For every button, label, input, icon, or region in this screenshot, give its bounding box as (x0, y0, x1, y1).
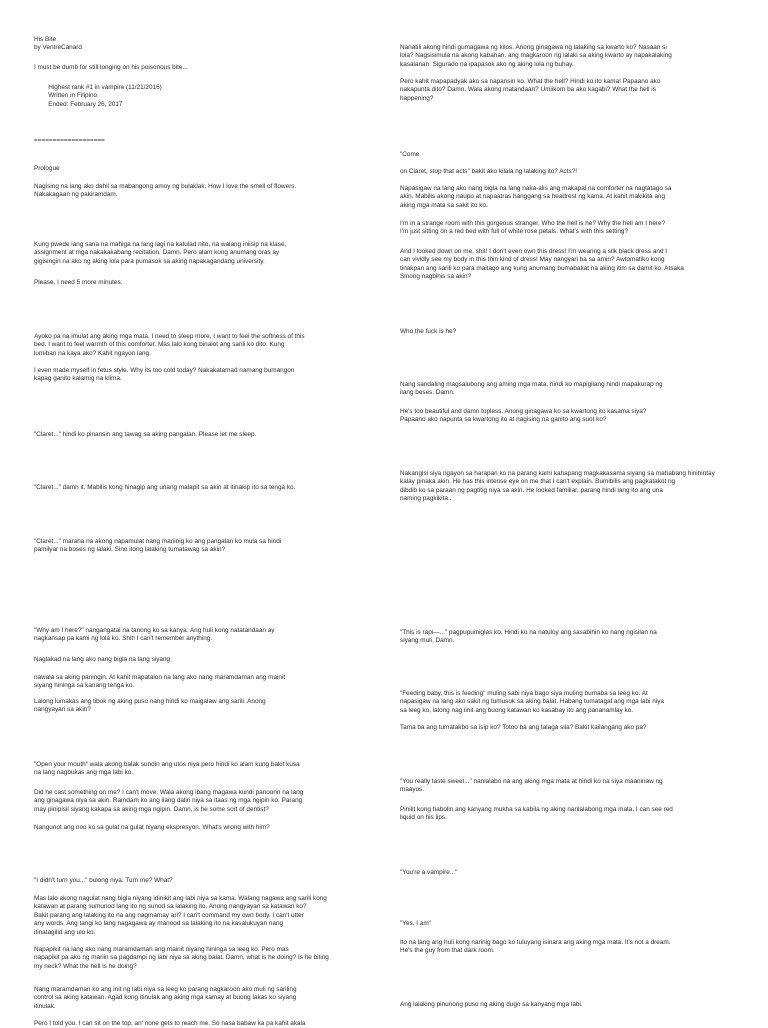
paragraph: "Feeding baby, this is feeding" muling sabi niya bago siya muling bumaba sa leeg ko. At napasigaw na lang ako sakit ng tumusok sa aking balat. Habang tumatagal ang mga labi niya sa leeg ko, lalong nag iinit ang buong katawan ko kasabay ito ang pananamlay ko. (400, 690, 664, 714)
paragraph: Nang maramdaman ko ang init ng labi niya sa leeg ko parang nagkaroon ako muli ng sariling control sa aking katawan. Agad kong itinulak ang aking mga kamay at buong lakas ko siyang itinulak. (34, 986, 297, 1010)
story-tagline: I must be dumb for still longing on his poisonous bite... (34, 64, 188, 71)
paragraph: "I didn't turn you..." bulong niya. Turn me? What? (34, 877, 173, 884)
paragraph: Ito na lang ang huli kong narinig bago ko tuluyang isinara ang aking mga mata. It's not a dream. He's the guy from that dark room. (400, 939, 671, 955)
paragraph: Ang lalaking pinunong puso ng aking dugo sa kanyang mga labi. (400, 1001, 583, 1008)
paragraph: Ayoko pa na imulat ang aking mga mata. I need to sleep more, I want to feel the softness of this bed. I want to feel warmth of this comforter. Mas lalo kong binalot ang sarili ko dito. Kung lumiban na kaya ako? Kahit ngayon lang. (34, 333, 305, 357)
story-meta: Highest rank #1 in vampire (11/21/2016) Written in Filipino Ended: February 26, 2017 (48, 84, 162, 108)
paragraph: Mas lalo akong nagulat nang bigla niyang idinikit ang labi niya sa kama. Walang nagawa ang sarili kong katawan at parang sumunod lang ito ng sunod sa lalaking ito. Anong nangyayari sa katawan ko? Bakit parang ang lalaking ito na ang nagmamay ari? I can't command my own body. I can't utter any words. Ang tangi ko lang nagagawa ay manood sa lalaking ito na kasalukuyan nang itinatagilid ang ulo ko. (34, 895, 327, 936)
paragraph: I'm in a strange room with this gorgeous stranger. Who the hell is he? Why the hell am I here? I'm just sitting on a red bed with full of white rose petals. What's with this setting? (400, 220, 666, 236)
paragraph: Nakangisi siya ngayon sa harapan ko na parang kami kahapang magkakasama siyang sa mahabang hinihintay kalay pinaka akin. He has this intense eye on me that I can't explain. Bumibilis ang pagkatakot ng dibdib ko sa paraan ng pagtitig niya sa akin. He looked familiar, parang hindi lang ito ang una naming pagkikita.. (400, 470, 715, 503)
paragraph: "Yes, I am" (400, 920, 431, 927)
paragraph: And I looked down on me, shit! I don't even own this dress! I'm wearing a silk black dress and I can vividly see my body in this thin kind of dress! May nangyari ba sa amin? Awtomatiko kong tinakpan ang sarili ko para maitago ang kung anumang bumabakat na aking itim sa damit ko. Atsaka Sinong nagbihis sa akin? (400, 248, 684, 281)
paragraph: nawala sa aking paningin. At kahit mapatalon na lang ako nang maramdaman ang mainit siyang hininga sa kanang tenga ko. (34, 674, 286, 690)
paragraph: "Come (400, 151, 420, 158)
paragraph: Tama ba ang tumatakbo sa isip ko? Totoo ba ang talaga sila? Bakit kailangang ako pa? (400, 724, 647, 731)
paragraph: Pero I told you. I can sit on the top, an' none gets to reach me. So nasa babaw ka pa kahit akala (34, 1020, 306, 1027)
paragraph: Who the fuck is he? (400, 328, 457, 335)
paragraph: "Open your mouth" wala akong balak sundin ang utos niya pero hindi ko alam kung bakit kusa na lang nagbukas ang mga labi ko. (34, 761, 300, 777)
paragraph: Lalong lumakas ang tibok ng aking puso nang hindi ko maigalaw ang sarili. Anong nangyayari sa akin? (34, 698, 266, 714)
paragraph: I even made myself in fetus style. Why its too cold today? Nakakatamad namang bumangon kapag ganito kalamig na klima. (34, 367, 295, 383)
paragraph: Please, I need 5 more minutes. (34, 279, 123, 286)
paragraph: Nanatili akong hindi gumagawa ng kilos. Anong ginagawa ng lalaking sa kwarto ko? Nasaan si lola? Nagsisimula na akong kabahan, ang magkaroon ng lalaki sa aking kwarto ay napakalaking kasalanan. Sigurado na ipapasok ako ng aking lola ng buhay. (400, 44, 672, 68)
paragraph: "You really taste sweet..." nanlalabo na ang aking mga mata at hindi ko na siya maaninaw ng maayos. (400, 778, 663, 794)
story-title-author: His Bite by VentreCanard (34, 36, 82, 52)
prologue-heading: Prologue (34, 165, 60, 172)
paragraph: "Claret..." hindi ko pinansin ang tawag sa aking pangalan. Please let me sleep. (34, 431, 257, 438)
paragraph: Naglakad na lang ako nang bigla na lang siyang (34, 656, 171, 663)
paragraph: Napasigaw na lang ako nang bigla na lang naka-alis ang makapal na comforter na nagtatago sa akin. Mabilis akong naupo at napaatras hanggang sa headrest ng kama. At kahit makikita ang aking mga mata sa sakit ito ko. (400, 185, 672, 209)
paragraph: Pinilit kong habolin ang kanyang mukha sa kabila ng aking nanlalabong mga mata. I can see red liquid on his lips. (400, 806, 673, 822)
paragraph: Kung pwede lang sana na mahiga na lang lagi na katulad nito, na walang iniisip na klase, assignment at mga nakakakabang recitation. Damn. Pero alam kong anumang oras ay gigisingin na ako ng aking lola para pumasok sa aking napakagandang university. (34, 241, 287, 265)
paragraph: He's too beautiful and damn topless. Anong ginagawa ko sa kwartong ito kasama siya? Papaano ako napunta sa kwartong ito at nagising na ganito ang suot ko? (400, 408, 647, 424)
paragraph: "Why am I here?" nangangatal na tanong ko sa kanya. Ang huli kong natatandaan ay nagkansap pa kami ng lola ko. Shit! I can't remember anything. (34, 627, 275, 643)
paragraph: Nang sandaling magsalubong ang aming mga mata, hindi ko mapigilang hindi mapakurap ng ilang beses. Damn. (400, 381, 663, 397)
section-divider: =================== (34, 137, 105, 144)
paragraph: Nagising na lang ako dahil sa mabangong amoy ng bulaklak. How I love the smell of flowers. Nakakagaan ng pakiramdam. (34, 183, 297, 199)
paragraph: "Claret..." damn it. Mabilis kong hinagip ang unang malapit sa akin at itinakip ito sa tenga ko. (34, 484, 296, 491)
paragraph: Pero kahit mapapadyak ako sa napansin ko. What the hell? Hindi ko ito kama! Papaano ako nakapunta dito? Damn. Wala akong matandaan? Umiikom ba ako kagabi? What the hell is happening? (400, 78, 661, 102)
paragraph: Napapikit na lang ako nang maramdaman ang mainit niyang hininga sa leeg ko. Pero mas napapikit pa ako ng mariin sa pagdampi ng labi niya sa aking balat. Damn, what is he doing? Is he biting my neck? What the hell is he doing? (34, 946, 329, 970)
paragraph: Did he cast something on me? I can't move. Wala akong ibang magawa kundi panoorin na lang ang ginagawa niya sa akin. Ramdam ko ang ilang daliri niya sa itaas ng mga ngipin ko. Parang may pinipisil siyang kakapa sa aking mga ngipin. Damn, is he some sort of dentist? (34, 789, 304, 813)
paragraph: "Claret..." maraha na akong napamulat nang mariinig ko ang pangalan ko mula sa hindi pamilyar na boses ng lalaki. Sino itong lalaking tumatawag sa akin? (34, 538, 282, 554)
paragraph: "This is rapi—..." pagpupumiglas ko. Hindi ko na natuloy ang sasabihin ko nang ngisilan na siyang muli. Damn. (400, 629, 657, 645)
paragraph: on Claret, stop that acts" bakit ako kilala ng lalaking ito? Acts?! (400, 168, 578, 175)
paragraph: Nangunot ang noo ko sa gulat na gulat niyang ekspresyon. What's wrong with him? (34, 824, 270, 831)
paragraph: "You're a vampire..." (400, 869, 458, 876)
